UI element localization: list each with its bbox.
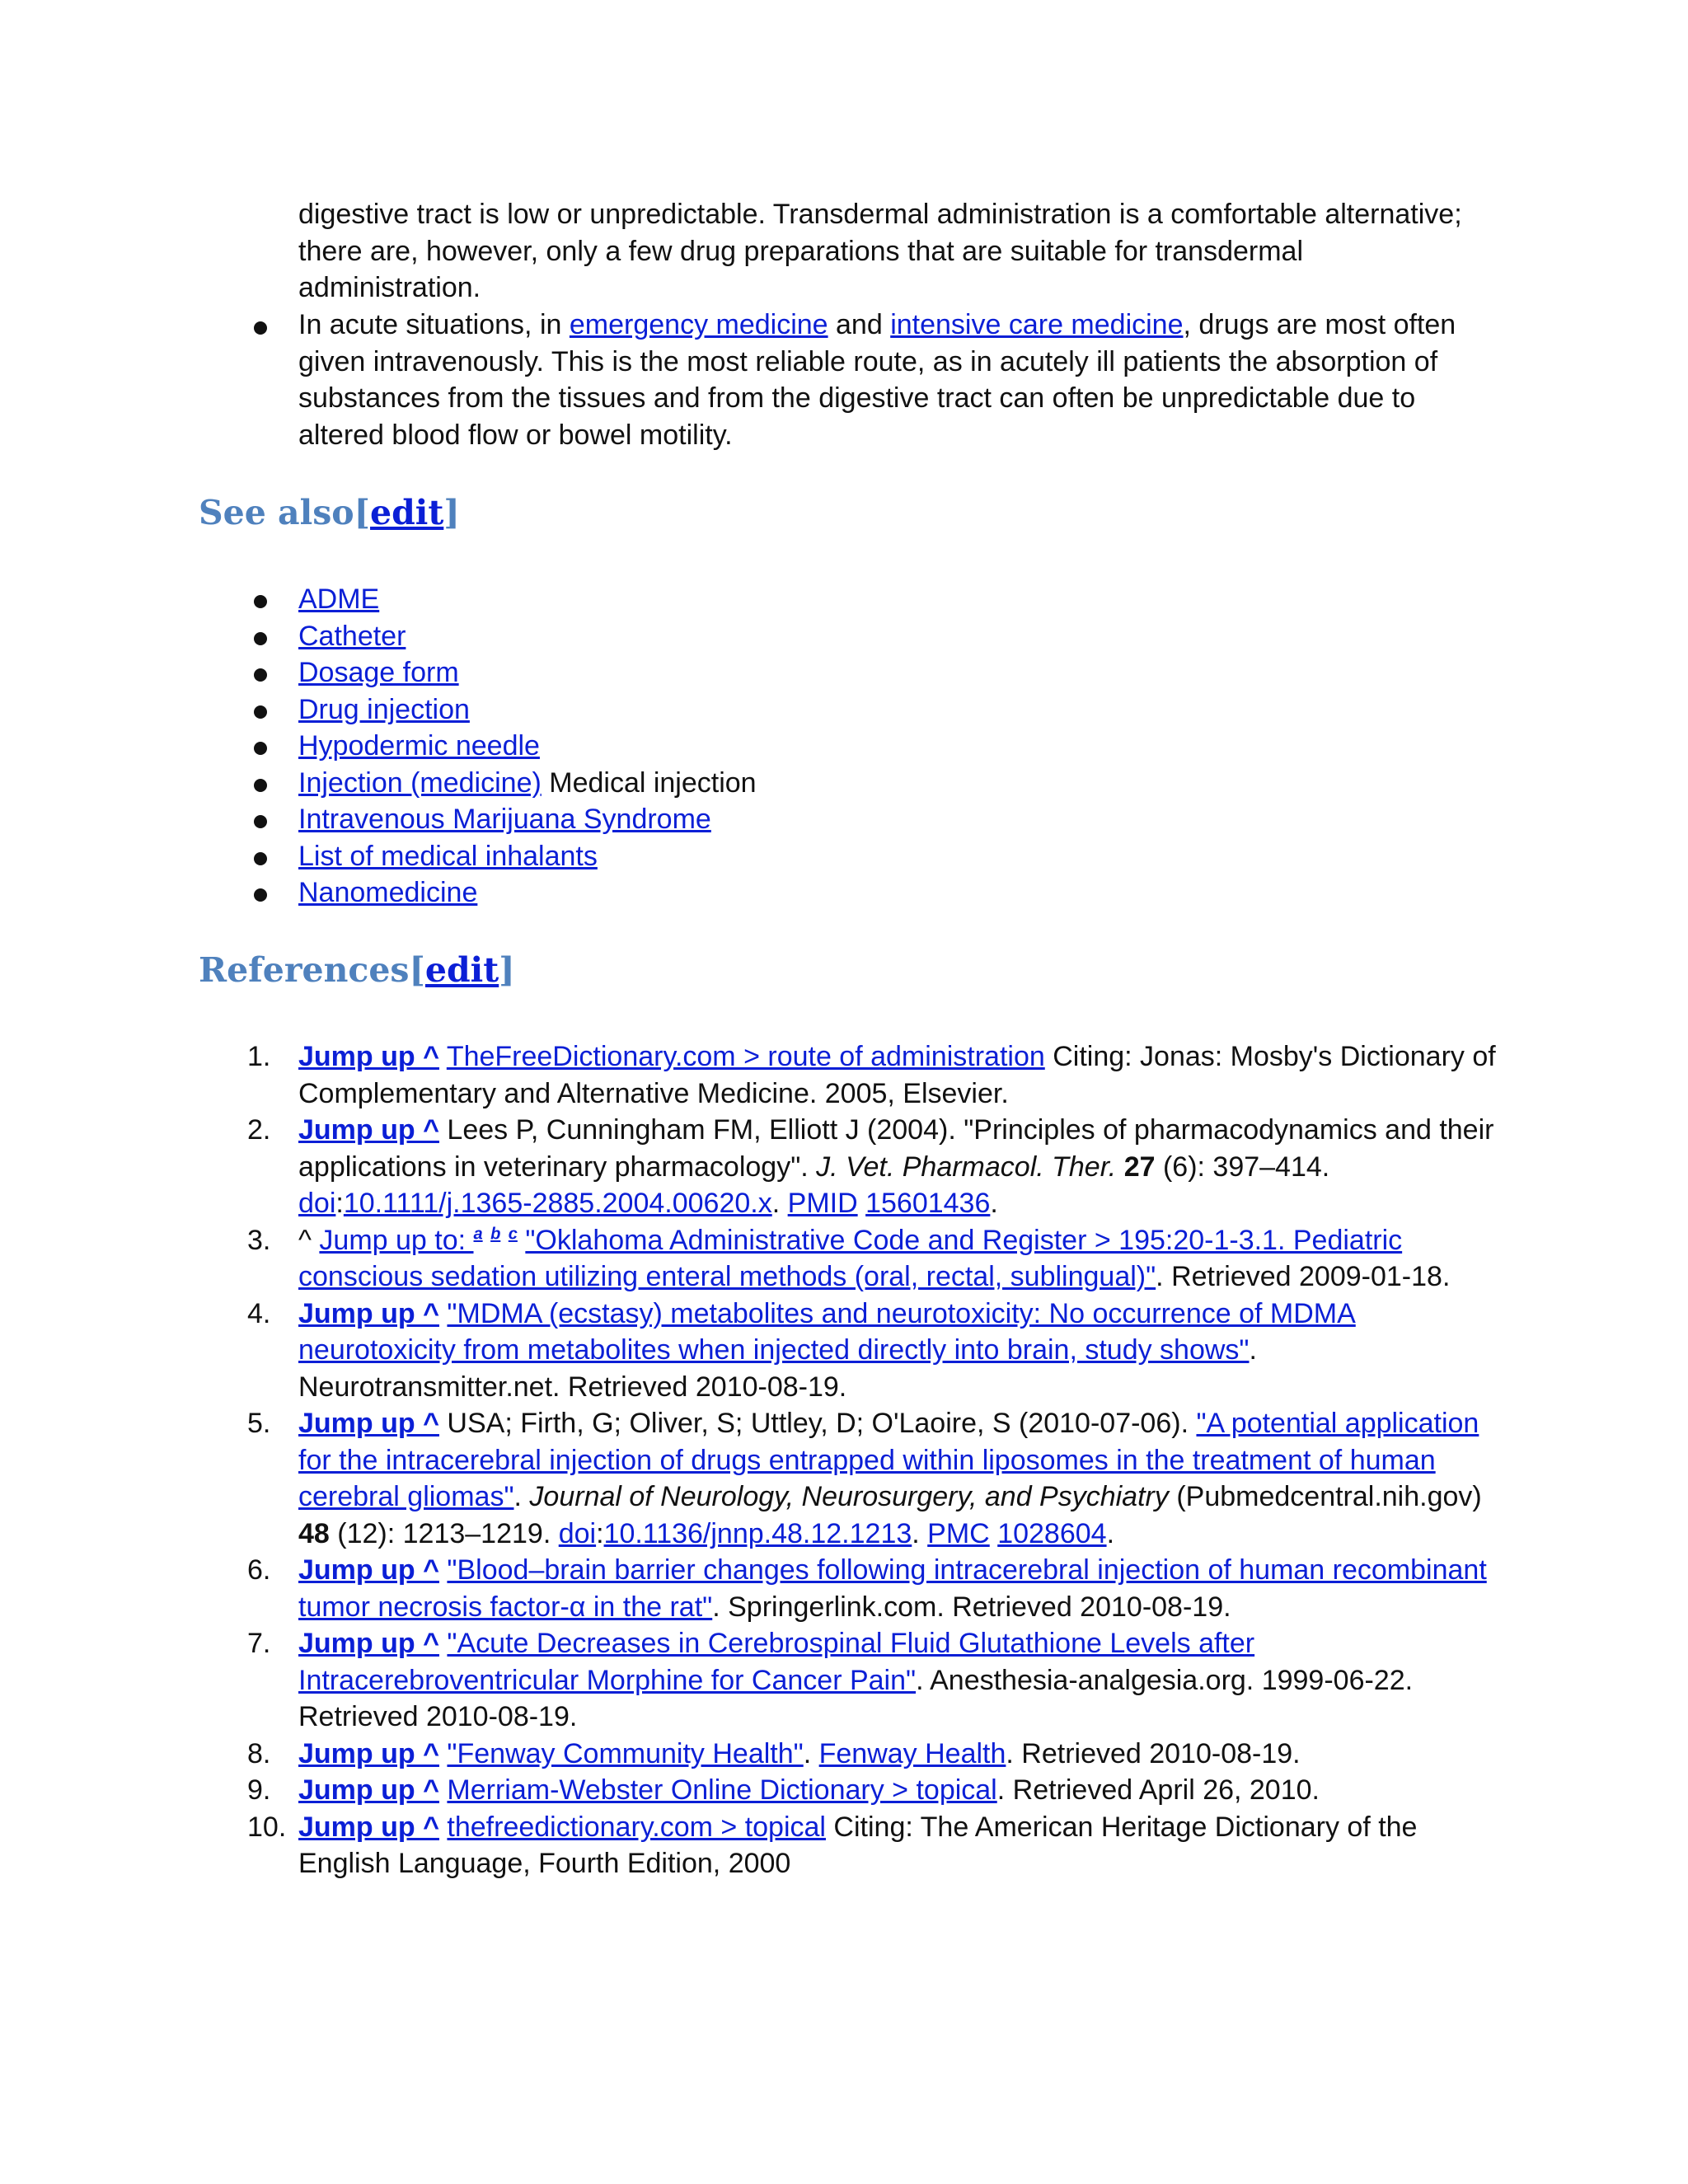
ref-number: 10. <box>247 1811 287 1843</box>
references-heading: References[edit] <box>199 950 515 990</box>
bullet-icon <box>254 815 267 828</box>
pmc-link[interactable]: PMC <box>927 1518 990 1549</box>
ref-2-line-2: applications in veterinary pharmacology". J. Vet. Pharmacol. Ther. 27 (6): 397–414. <box>298 1151 1330 1183</box>
ref-4-link-cont[interactable]: neurotoxicity from metabolites when injected directly into brain, study shows" <box>298 1334 1250 1366</box>
emergency-medicine-link[interactable]: emergency medicine <box>569 309 828 340</box>
bullet-icon <box>254 632 267 645</box>
ref-5-pmc-value-link[interactable]: 1028604 <box>997 1518 1107 1549</box>
bullet-icon <box>254 852 267 865</box>
ref-9-line-1: Jump up ^ Merriam-Webster Online Dictionary > topical. Retrieved April 26, 2010. <box>298 1774 1320 1806</box>
ref-10-link[interactable]: thefreedictionary.com > topical <box>447 1811 826 1843</box>
doi-link[interactable]: doi <box>298 1188 336 1219</box>
ref-5-link-end[interactable]: cerebral gliomas" <box>298 1481 514 1512</box>
ref-2-pmid-value-link[interactable]: 15601436 <box>865 1188 991 1219</box>
bullet-icon <box>254 705 267 719</box>
acute-line-2: given intravenously. This is the most reliable route, as in acutely ill patients the absorption of <box>298 346 1438 377</box>
see-also-item-adme[interactable]: ADME <box>298 583 380 615</box>
acute-line-4: altered blood flow or bowel motility. <box>298 419 733 451</box>
bullet-icon <box>254 888 267 902</box>
bullet-icon <box>254 742 267 755</box>
see-also-item-injection-row: Injection (medicine) Medical injection <box>298 767 757 799</box>
see-also-item-injection[interactable]: Injection (medicine) <box>298 767 542 799</box>
ref-number: 6. <box>247 1554 271 1586</box>
jump-up-link[interactable]: Jump up ^ <box>298 1298 439 1329</box>
intro-line-3: administration. <box>298 272 481 303</box>
jump-up-link[interactable]: Jump up ^ <box>298 1554 439 1586</box>
jump-up-link[interactable]: Jump up ^ <box>298 1811 439 1843</box>
ref-5-link[interactable]: "A potential application <box>1196 1408 1479 1439</box>
acute-line-1: In acute situations, in emergency medicine and intensive care medicine, drugs are most often <box>298 309 1456 340</box>
jump-up-link[interactable]: Jump up ^ <box>298 1041 439 1072</box>
ref-2-doi-value-link[interactable]: 10.1111/j.1365-2885.2004.00620.x <box>343 1188 772 1219</box>
references-edit-link[interactable]: edit <box>424 950 499 990</box>
jump-up-link[interactable]: Jump up ^ <box>298 1408 439 1439</box>
ref-6-line-1 <box>298 1552 1487 1589</box>
ref-number: 2. <box>247 1114 271 1146</box>
jump-up-link[interactable]: Jump up ^ <box>298 1738 439 1769</box>
ref-9-link[interactable]: Merriam-Webster Online Dictionary > topical <box>447 1774 997 1806</box>
see-also-item-medical-inhalants[interactable]: List of medical inhalants <box>298 841 598 872</box>
ref-number: 5. <box>247 1408 271 1439</box>
ref-7-line-3: Retrieved 2010-08-19. <box>298 1701 578 1732</box>
ref-3-line-2: conscious sedation utilizing enteral methods (oral, rectal, sublingual)". Retrieved 2009-01-18. <box>298 1261 1451 1292</box>
ref-3-line-1: ^ Jump up to: $^a$ $^b$ $^c$ "Oklahoma Administrative Code and Register > 195:20-1-3.1. Pediatric <box>298 1225 1403 1256</box>
ref-2-line-1: Jump up ^ Lees P, Cunningham FM, Elliott J (2004). "Principles of pharmacodynamics and their <box>298 1114 1494 1146</box>
ref-4-link[interactable]: "MDMA (ecstasy) metabolites and neurotoxicity: No occurrence of MDMA <box>447 1298 1356 1329</box>
acute-line-3: substances from the tissues and from the digestive tract can often be unpredictable due to <box>298 382 1416 414</box>
ref-3-link[interactable]: "Oklahoma Administrative Code and Register > 195:20-1-3.1. Pediatric <box>525 1225 1403 1256</box>
ref-3-backlink-b[interactable]: b <box>490 1225 501 1244</box>
ref-7-line-1 <box>298 1625 1254 1662</box>
intro-line-1: digestive tract is low or unpredictable. Transdermal administration is a comfortable alternative; <box>298 199 1462 230</box>
doi-link[interactable]: doi <box>558 1518 597 1549</box>
ref-5-line-3: cerebral gliomas". Journal of Neurology, Neurosurgery, and Psychiatry (Pubmedcentral.nih.gov) <box>298 1481 1482 1512</box>
bullet-icon <box>254 779 267 792</box>
ref-3-backlink-a[interactable]: a <box>473 1225 483 1244</box>
ref-1-line-2: Complementary and Alternative Medicine. 2005, Elsevier. <box>298 1078 1009 1109</box>
ref-7-link-cont[interactable]: Intracerebroventricular Morphine for Cancer Pain" <box>298 1665 917 1696</box>
intro-line-2: there are, however, only a few drug preparations that are suitable for transdermal <box>298 236 1304 267</box>
ref-5-line-2 <box>298 1442 1436 1479</box>
see-also-item-catheter[interactable]: Catheter <box>298 621 406 652</box>
ref-number: 9. <box>247 1774 271 1806</box>
ref-8-fenway-health-link[interactable]: Fenway Health <box>818 1738 1006 1769</box>
see-also-heading: See also[edit] <box>199 493 460 532</box>
jump-up-link[interactable]: Jump up ^ <box>298 1628 439 1659</box>
ref-number: 8. <box>247 1738 271 1769</box>
jump-up-to-link[interactable]: Jump up to: <box>319 1225 474 1256</box>
bullet-icon <box>254 321 267 335</box>
bullet-icon <box>254 668 267 682</box>
ref-3-backlink-c[interactable]: c <box>508 1225 518 1244</box>
ref-1-line-1: Jump up ^ TheFreeDictionary.com > route of administration Citing: Jonas: Mosby's Dictionary of <box>298 1041 1496 1072</box>
ref-4-line-2: neurotoxicity from metabolites when injected directly into brain, study shows". <box>298 1334 1257 1366</box>
pmid-link[interactable]: PMID <box>787 1188 858 1219</box>
see-also-edit-link[interactable]: edit <box>370 493 444 532</box>
see-also-item-hypodermic-needle[interactable]: Hypodermic needle <box>298 730 540 762</box>
ref-1-link[interactable]: TheFreeDictionary.com > route of administration <box>446 1041 1045 1072</box>
see-also-item-intravenous-marijuana[interactable]: Intravenous Marijuana Syndrome <box>298 804 711 835</box>
ref-2-line-3: doi:10.1111/j.1365-2885.2004.00620.x. PMID 15601436. <box>298 1188 998 1219</box>
ref-number: 3. <box>247 1225 271 1256</box>
see-also-item-nanomedicine[interactable]: Nanomedicine <box>298 877 478 908</box>
ref-5-doi-value-link[interactable]: 10.1136/jnnp.48.12.1213 <box>603 1518 912 1549</box>
ref-5-line-4: 48 (12): 1213–1219. doi:10.1136/jnnp.48.12.1213. PMC 1028604. <box>298 1518 1115 1549</box>
intensive-care-medicine-link[interactable]: intensive care medicine <box>890 309 1184 340</box>
ref-4-line-3: Neurotransmitter.net. Retrieved 2010-08-19. <box>298 1371 847 1403</box>
ref-number: 7. <box>247 1628 271 1659</box>
ref-6-line-2: tumor necrosis factor-α in the rat". Springerlink.com. Retrieved 2010-08-19. <box>298 1591 1231 1623</box>
ref-8-link[interactable]: "Fenway Community Health" <box>447 1738 804 1769</box>
ref-number: 4. <box>247 1298 271 1329</box>
ref-10-line-2: English Language, Fourth Edition, 2000 <box>298 1848 791 1879</box>
jump-up-link[interactable]: Jump up ^ <box>298 1114 439 1146</box>
ref-6-link[interactable]: "Blood–brain barrier changes following intracerebral injection of human recombinant <box>447 1554 1487 1586</box>
ref-number: 1. <box>247 1041 271 1072</box>
jump-up-link[interactable]: Jump up ^ <box>298 1774 439 1806</box>
bullet-icon <box>254 595 267 608</box>
ref-5-line-1: Jump up ^ USA; Firth, G; Oliver, S; Uttley, D; O'Laoire, S (2010-07-06). "A potential application <box>298 1408 1479 1439</box>
ref-4-line-1 <box>298 1296 1356 1333</box>
ref-7-line-2: Intracerebroventricular Morphine for Cancer Pain". Anesthesia-analgesia.org. 1999-06-22. <box>298 1665 1414 1696</box>
ref-3-link-cont[interactable]: conscious sedation utilizing enteral methods (oral, rectal, sublingual)" <box>298 1261 1156 1292</box>
see-also-item-dosage-form[interactable]: Dosage form <box>298 657 459 688</box>
ref-10-line-1: Jump up ^ thefreedictionary.com > topical Citing: The American Heritage Dictionary of the <box>298 1811 1418 1843</box>
ref-8-line-1: Jump up ^ "Fenway Community Health". Fenway Health. Retrieved 2010-08-19. <box>298 1738 1301 1769</box>
see-also-item-drug-injection[interactable]: Drug injection <box>298 694 470 725</box>
ref-7-link[interactable]: "Acute Decreases in Cerebrospinal Fluid Glutathione Levels after <box>447 1628 1255 1659</box>
ref-5-link-cont[interactable]: for the intracerebral injection of drugs entrapped within liposomes in the treatment of human <box>298 1445 1436 1476</box>
ref-6-link-cont[interactable]: tumor necrosis factor-α in the rat" <box>298 1591 713 1623</box>
